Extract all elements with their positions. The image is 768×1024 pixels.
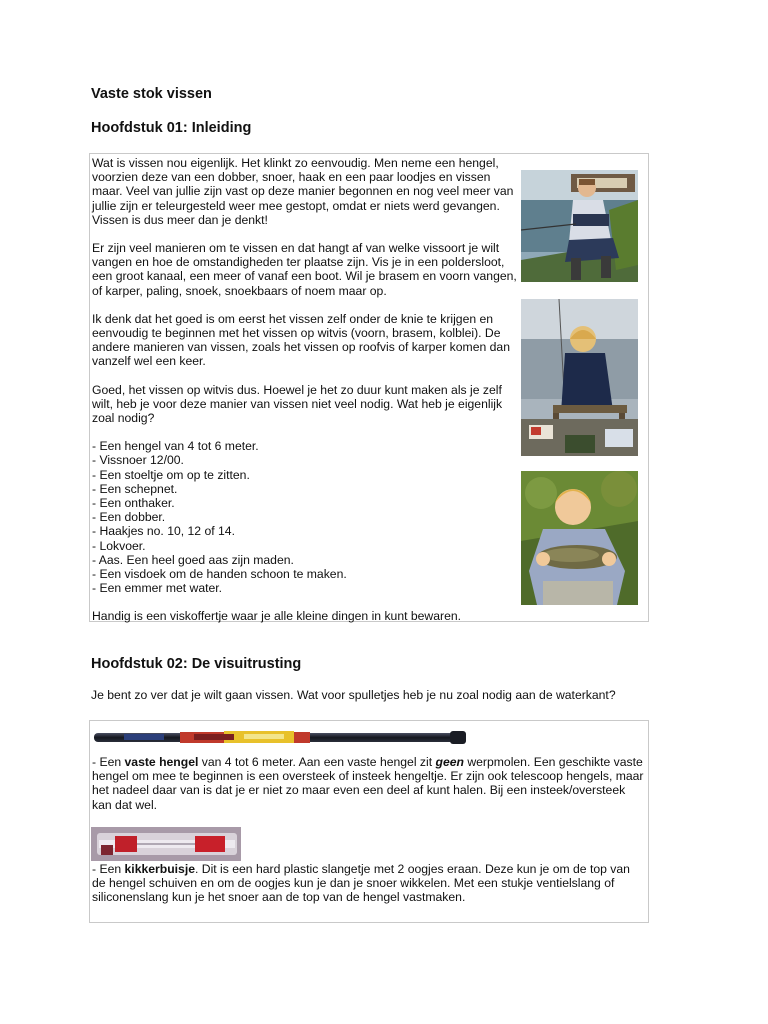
paragraph: Goed, het vissen op witvis dus. Hoewel je het zo duur kunt maken als je zelf wilt, heb je voor deze manier van vissen niet veel nodig. Wat heb je eigenlijk zoal nodig? (92, 382, 503, 426)
list-item: - Een schepnet. (92, 481, 178, 496)
chapter-1-heading: Hoofdstuk 01: Inleiding (91, 120, 252, 136)
equipment-list (92, 439, 517, 595)
document-title: Vaste stok vissen (91, 86, 212, 102)
list-item: - Lokvoer. (92, 538, 146, 553)
chapter-1-box (89, 153, 649, 622)
list-item: - Aas. Een heel goed aas zijn maden. (92, 552, 294, 567)
list-item: - Een onthaker. (92, 496, 175, 511)
paragraph: Er zijn veel manieren om te vissen en dat hangt af van welke vissoort je wilt vangen en hoe de omstandigheden ter plaatse zijn. Vis je in een poldersloot, een groot kanaal, een meer of vanaf een boot. Wil je brasem en voorn vangen, of karper, paling, snoek, snoekbaars of noem maar op. (92, 241, 517, 298)
list-item: - Vissnoer 12/00. (92, 453, 184, 468)
emphasis-geen: geen (435, 755, 464, 769)
photo-boy-from-behind (521, 299, 638, 456)
rod-description: - Een vaste hengel van 4 tot 6 meter. Aan een vaste hengel zit geen werpmolen. Een geschikte vaste hengel om mee te beginnen is een oversteek of insteek hengeltje. Er zijn ook telescoop hengels, maar het nadeel daar van is dat je er niet zo maar even een deel af kunt halen. Bij een insteek/oversteek kan dat wel. (92, 755, 644, 812)
fishing-rod-image (94, 725, 466, 747)
kikkerbuisje-term: kikkerbuisje (124, 862, 195, 876)
chapter-2-box (89, 720, 649, 923)
list-item: - Een stoeltje om op te zitten. (92, 467, 250, 482)
kikkerbuisje-image (91, 827, 241, 861)
chapter-2-heading: Hoofdstuk 02: De visuitrusting (91, 656, 302, 672)
list-item: - Een visdoek om de handen schoon te maken. (92, 567, 347, 582)
kikkerbuisje-description: - Een kikkerbuisje. Dit is een hard plastic slangetje met 2 oogjes eraan. Deze kun je om de top van de hengel schuiven en om de oogjes kun je dan je snoer wikkelen. Met een stukje ventielslang of siliconenslang kun je het snoer aan de top van de hengel vastmaken. (92, 862, 630, 905)
paragraph: Wat is vissen nou eigenlijk. Het klinkt zo eenvoudig. Men neme een hengel, voorzien deze van een dobber, snoer, haak en een paar loodjes en vissen maar. Veel van jullie zijn vast op deze manier begonnen en nog veel meer van jullie zijn er teleurgesteld weer mee gestopt, omdat er niets werd gevangen. Vissen is dus meer dan je denkt! (92, 156, 514, 227)
list-item: - Een hengel van 4 tot 6 meter. (92, 439, 259, 454)
chapter-1-text (92, 156, 517, 624)
photo-boy-holding-carp (521, 471, 638, 605)
rod-term: vaste hengel (124, 755, 199, 769)
paragraph: Ik denk dat het goed is om eerst het vissen zelf onder de knie te krijgen en eenvoudig te beginnen met het vissen op witvis (voorn, brasem, kolblei). De andere manieren van vissen, zoals het vissen op roofvis of karper komen dan vanzelf wel een keer. (92, 311, 510, 369)
list-item: - Een emmer met water. (92, 581, 223, 596)
chapter-2-intro: Je bent zo ver dat je wilt gaan vissen. Wat voor spulletjes heb je nu zoal nodig aan de waterkant? (91, 688, 616, 702)
list-item: - Haakjes no. 10, 12 of 14. (92, 524, 235, 539)
photo-boy-fishing-by-boats (521, 170, 638, 282)
list-item: - Een dobber. (92, 510, 166, 525)
paragraph: Handig is een viskoffertje waar je alle kleine dingen in kunt bewaren. (92, 609, 462, 624)
